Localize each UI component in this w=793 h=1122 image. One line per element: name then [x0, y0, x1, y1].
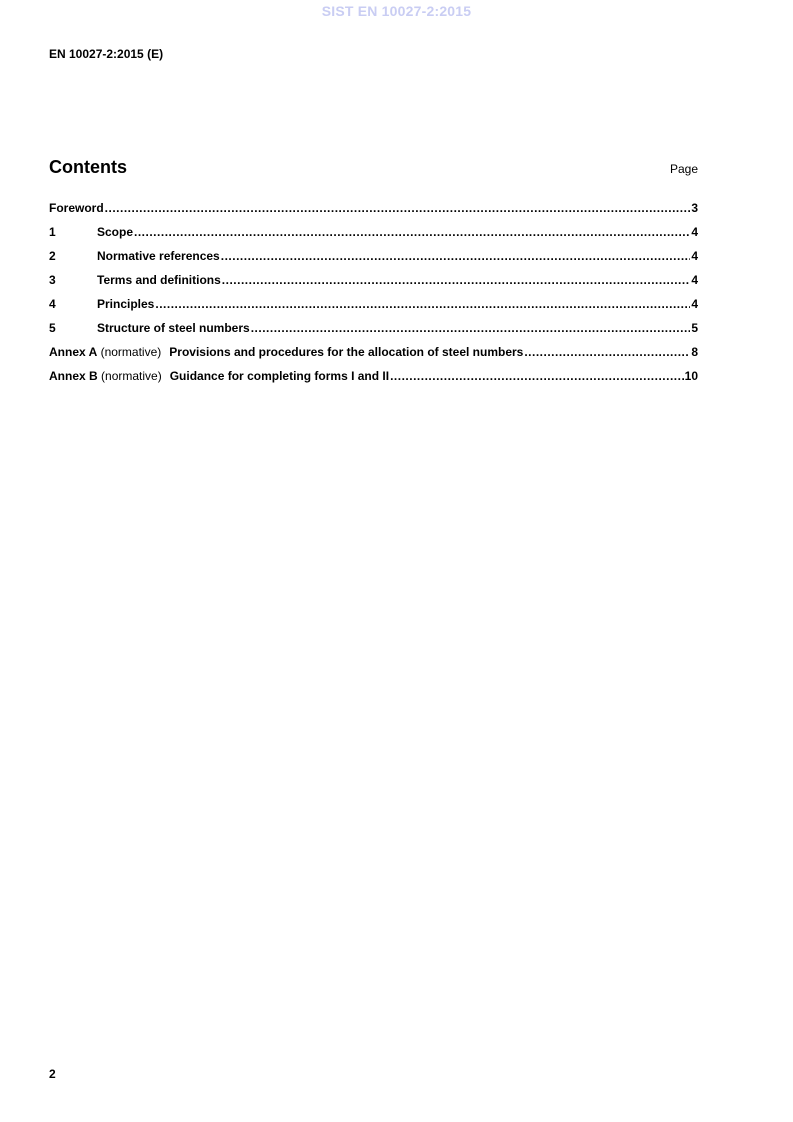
toc-entry-annex-b[interactable] [49, 369, 698, 393]
toc-entry-structure-of-steel-numbers[interactable] [49, 321, 698, 345]
toc-entry-page: 5 [691, 321, 698, 335]
toc-entry-title: Terms and definitions [97, 273, 221, 287]
toc-leader-dots [251, 321, 691, 335]
toc-entry-page: 10 [684, 369, 698, 383]
watermark: SIST EN 10027-2:2015 [321, 3, 472, 19]
toc-entry-page: 4 [691, 297, 698, 311]
toc-entry-title: Scope [97, 225, 134, 239]
toc-entry-page: 8 [691, 345, 698, 359]
table-of-contents [49, 201, 698, 393]
toc-entry-title: Structure of steel numbers [97, 321, 250, 335]
toc-entry-title: Provisions and procedures for the allocation of steel numbers [169, 345, 524, 359]
contents-title: Contents [49, 157, 127, 177]
toc-entry-number: 4 [49, 297, 56, 311]
document-identifier: EN 10027-2:2015 (E) [49, 47, 164, 61]
toc-leader-dots [390, 369, 684, 383]
toc-leader-dots [155, 297, 690, 311]
contents-header [49, 157, 698, 178]
toc-entry-annex-a[interactable] [49, 345, 698, 369]
toc-entry-title: Guidance for completing forms I and II [169, 369, 390, 383]
toc-entry-title: Normative references [97, 249, 220, 263]
toc-entry-principles[interactable] [49, 297, 698, 321]
toc-leader-dots [105, 201, 691, 215]
toc-annex-type: (normative) [100, 345, 162, 359]
toc-annex-label: Annex A [49, 345, 98, 359]
toc-annex-label: Annex B [49, 369, 98, 383]
toc-entry-number: 5 [49, 321, 56, 335]
toc-leader-dots [524, 345, 690, 359]
page-number: 2 [49, 1067, 56, 1081]
page-column-label: Page [669, 162, 698, 176]
toc-entry-page: 4 [691, 273, 698, 287]
toc-entry-title: Principles [97, 297, 155, 311]
toc-leader-dots [222, 273, 691, 287]
toc-entry-number: 1 [49, 225, 56, 239]
toc-entry-number: 2 [49, 249, 56, 263]
toc-entry-terms-and-definitions[interactable] [49, 273, 698, 297]
toc-entry-normative-references[interactable] [49, 249, 698, 273]
toc-entry-page: 4 [691, 225, 698, 239]
toc-annex-type: (normative) [101, 369, 162, 383]
toc-entry-foreword[interactable] [49, 201, 698, 225]
toc-entry-number: 3 [49, 273, 56, 287]
toc-entry-page: 3 [691, 201, 698, 215]
toc-entry-scope[interactable] [49, 225, 698, 249]
toc-entry-page: 4 [691, 249, 698, 263]
toc-leader-dots [134, 225, 690, 239]
toc-entry-title: Foreword [49, 201, 104, 215]
toc-leader-dots [221, 249, 691, 263]
